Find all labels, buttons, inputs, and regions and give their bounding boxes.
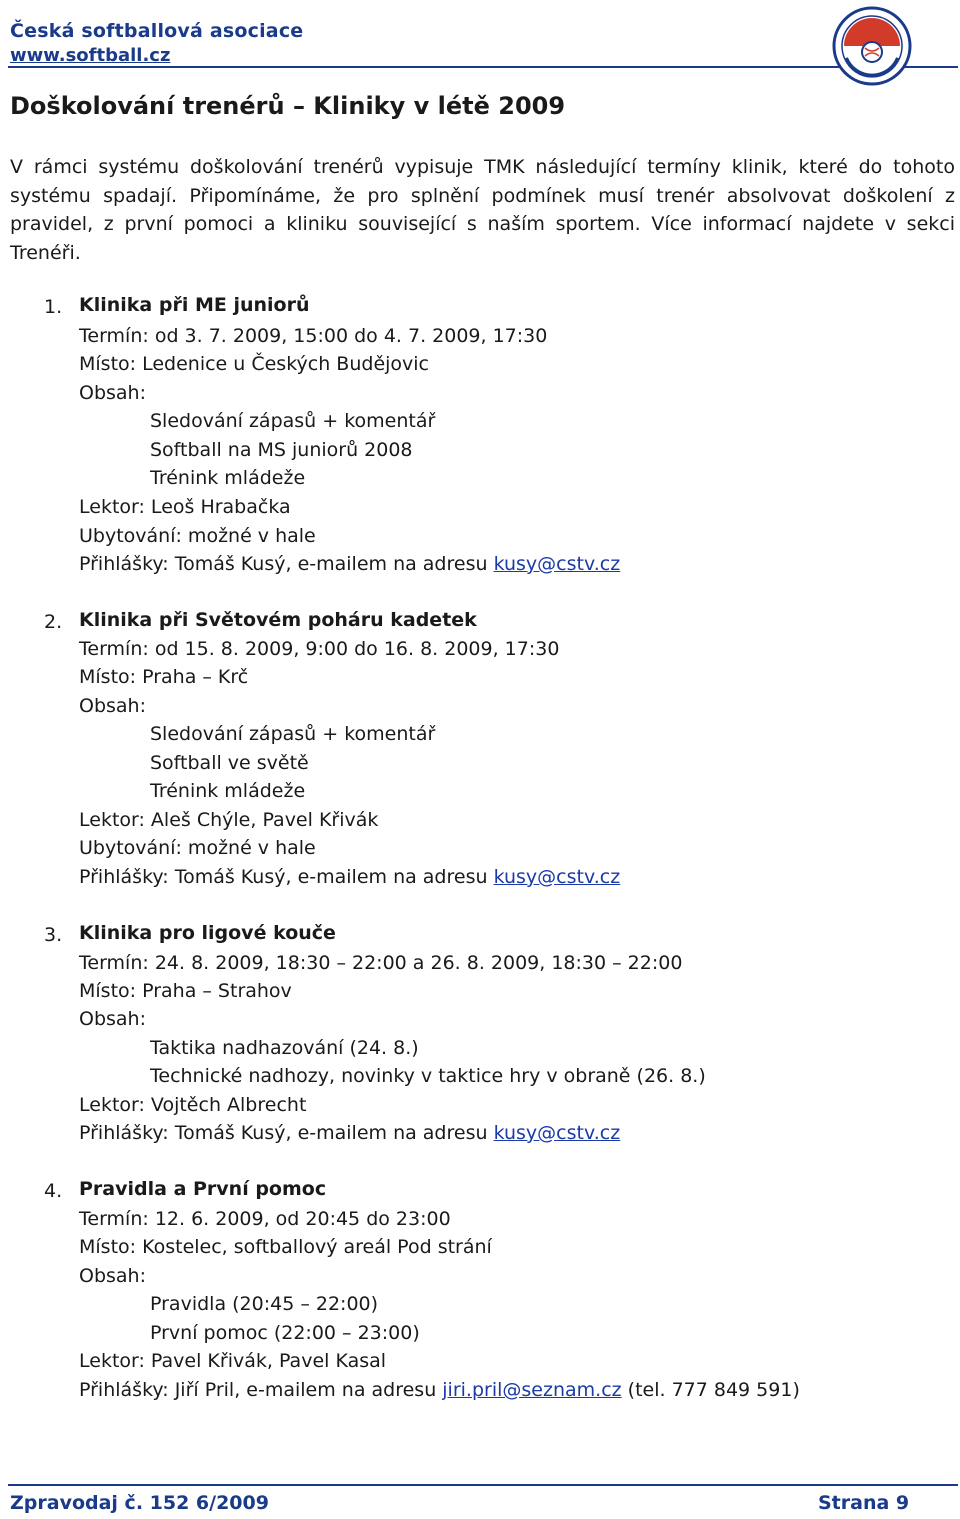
clinic-content-item: Technické nadhozy, novinky v taktice hry v obraně (26. 8.) xyxy=(150,1065,706,1087)
clinic-accommodation: Ubytování: možné v hale xyxy=(79,525,316,547)
clinic-lecturer: Lektor: Pavel Křivák, Pavel Kasal xyxy=(79,1350,387,1372)
email-link[interactable]: kusy@cstv.cz xyxy=(493,1122,621,1144)
clinic-date: Termín: od 3. 7. 2009, 15:00 do 4. 7. 2009, 17:30 xyxy=(79,325,548,347)
registration-suffix: (tel. 777 849 591) xyxy=(621,1379,800,1401)
clinic-title: Klinika při ME juniorů xyxy=(79,294,310,316)
registration-text: Přihlášky: Tomáš Kusý, e-mailem na adresu xyxy=(79,1122,494,1144)
registration-text: Přihlášky: Tomáš Kusý, e-mailem na adresu xyxy=(79,866,494,888)
header-divider xyxy=(8,66,958,68)
clinic-content-label: Obsah: xyxy=(79,1008,147,1030)
clinic-location: Místo: Praha – Strahov xyxy=(79,980,292,1002)
clinic-location: Místo: Ledenice u Českých Budějovic xyxy=(79,353,430,375)
clinic-date: Termín: 12. 6. 2009, od 20:45 do 23:00 xyxy=(79,1208,451,1230)
clinic-content-item: Softball na MS juniorů 2008 xyxy=(150,439,413,461)
footer-divider xyxy=(8,1484,958,1486)
clinic-content-item: Pravidla (20:45 – 22:00) xyxy=(150,1293,379,1315)
clinic-accommodation: Ubytování: možné v hale xyxy=(79,837,316,859)
clinic-content-item: První pomoc (22:00 – 23:00) xyxy=(150,1322,420,1344)
clinic-location: Místo: Praha – Krč xyxy=(79,666,249,688)
intro-paragraph: V rámci systému doškolování trenérů vypisuje TMK následující termíny klinik, které do tohoto systému spadají. Připomínáme, že pro splnění podmínek musí trenér absolvovat doškolení z pravidel, z první pomoci a kliniku související s naším sportem. Více informací najdete v sekci Trenéři. xyxy=(10,156,955,264)
email-link[interactable]: kusy@cstv.cz xyxy=(493,553,621,575)
organization-name: Česká softballová asociace xyxy=(10,20,304,42)
clinic-title: Pravidla a První pomoc xyxy=(79,1178,327,1200)
clinic-lecturer: Lektor: Leoš Hrabačka xyxy=(79,496,291,518)
clinic-registration xyxy=(79,553,620,575)
clinic-content-item: Trénink mládeže xyxy=(150,780,306,802)
clinic-content-item: Sledování zápasů + komentář xyxy=(150,723,436,745)
registration-text: Přihlášky: Jiří Pril, e-mailem na adresu xyxy=(79,1379,443,1401)
clinic-date: Termín: 24. 8. 2009, 18:30 – 22:00 a 26. 8. 2009, 18:30 – 22:00 xyxy=(79,952,683,974)
clinic-lecturer: Lektor: Vojtěch Albrecht xyxy=(79,1094,307,1116)
newsletter-issue: Zpravodaj č. 152 6/2009 xyxy=(10,1492,269,1514)
clinic-registration xyxy=(79,1122,620,1144)
clinic-registration xyxy=(79,1379,800,1401)
page-number: Strana 9 xyxy=(818,1492,910,1514)
clinic-content-item: Softball ve světě xyxy=(150,752,309,774)
clinic-content-label: Obsah: xyxy=(79,1265,147,1287)
website-link[interactable]: www.softball.cz xyxy=(10,45,171,66)
clinic-lecturer: Lektor: Aleš Chýle, Pavel Křivák xyxy=(79,809,379,831)
clinic-number: 2. xyxy=(44,611,63,633)
email-link[interactable]: jiri.pril@seznam.cz xyxy=(442,1379,622,1401)
clinic-number: 1. xyxy=(44,296,63,318)
clinic-date: Termín: od 15. 8. 2009, 9:00 do 16. 8. 2009, 17:30 xyxy=(79,638,560,660)
association-logo-icon xyxy=(832,6,912,86)
page-title: Doškolování trenérů – Kliniky v létě 2009 xyxy=(10,92,566,120)
email-link[interactable]: kusy@cstv.cz xyxy=(493,866,621,888)
clinic-title: Klinika při Světovém poháru kadetek xyxy=(79,609,477,631)
clinic-content-item: Sledování zápasů + komentář xyxy=(150,410,436,432)
registration-text: Přihlášky: Tomáš Kusý, e-mailem na adresu xyxy=(79,553,494,575)
clinic-location: Místo: Kostelec, softballový areál Pod strání xyxy=(79,1236,492,1258)
clinic-content-item: Trénink mládeže xyxy=(150,467,306,489)
clinic-title: Klinika pro ligové kouče xyxy=(79,922,336,944)
clinic-registration xyxy=(79,866,620,888)
clinic-number: 4. xyxy=(44,1180,63,1202)
clinic-content-item: Taktika nadhazování (24. 8.) xyxy=(150,1037,419,1059)
clinic-number: 3. xyxy=(44,924,63,946)
clinic-content-label: Obsah: xyxy=(79,695,147,717)
clinic-content-label: Obsah: xyxy=(79,382,147,404)
